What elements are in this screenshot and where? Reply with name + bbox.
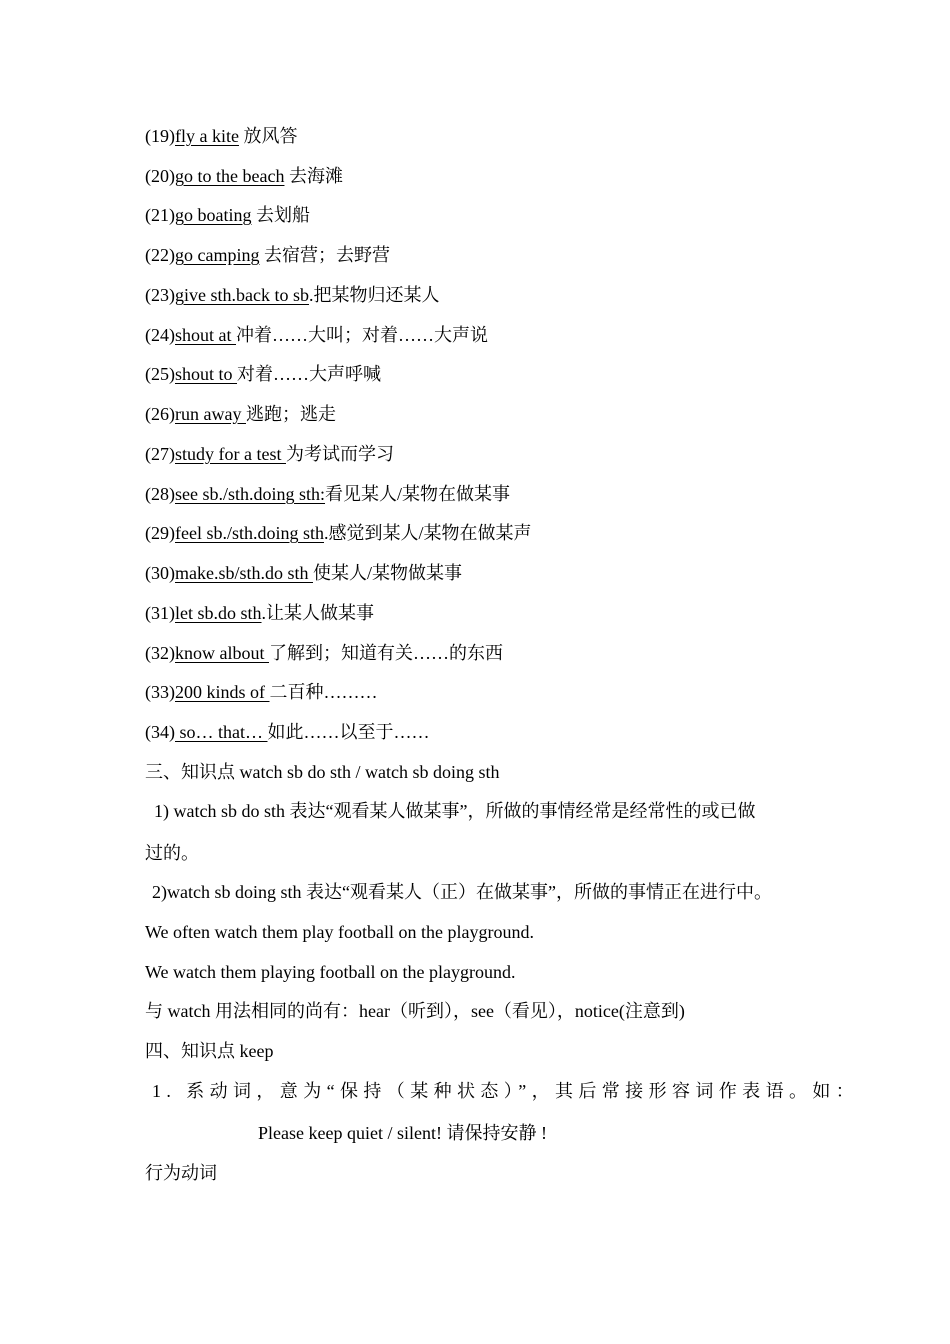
phrase-english: know albout	[175, 643, 269, 663]
phrase-item	[145, 562, 462, 584]
usage-point: 1. 系动词，意为“保持（某种状态）”，其后常接形容词作表语。如：	[152, 1081, 860, 1101]
example-sentence: We watch them playing football on the playground.	[145, 962, 516, 982]
phrase-item	[145, 602, 374, 624]
phrase-english: study for a test	[175, 444, 286, 464]
phrase-chinese: 二百种………	[269, 682, 378, 702]
phrase-chinese: 去宿营；去野营	[259, 245, 390, 265]
phrase-number: (32)	[145, 643, 175, 663]
phrase-item	[145, 284, 439, 306]
phrase-item	[145, 483, 510, 505]
phrase-english: shout to	[175, 364, 238, 384]
phrase-english: let sb.do sth	[175, 603, 262, 623]
phrase-english: 200 kinds of	[175, 682, 270, 702]
phrase-number: (23)	[145, 285, 175, 305]
usage-point-continued: 过的。	[145, 843, 199, 863]
usage-point: 1) watch sb do sth 表达“观看某人做某事”，所做的事情经常是经常性的或已做	[154, 801, 756, 821]
phrase-number: (24)	[145, 325, 175, 345]
phrase-number: (29)	[145, 523, 175, 543]
phrase-item	[145, 125, 297, 147]
phrase-english: go to the beach	[175, 166, 285, 186]
phrase-chinese: .把某物归还某人	[308, 285, 440, 305]
phrase-chinese: 去划船	[251, 205, 310, 225]
phrase-english: make.sb/sth.do sth	[175, 563, 313, 583]
section-heading: 三、知识点 watch sb do sth / watch sb doing sth	[145, 762, 500, 782]
phrase-number: (28)	[145, 484, 175, 504]
phrase-number: (21)	[145, 205, 175, 225]
phrase-chinese: .感觉到某人/某物在做某声	[324, 523, 532, 543]
subheading: 行为动词	[145, 1163, 217, 1183]
usage-note: 与 watch 用法相同的尚有：hear（听到），see（看见），notice(注意到)	[145, 1001, 685, 1021]
phrase-item	[145, 324, 488, 346]
phrase-number: (26)	[145, 404, 175, 424]
phrase-english: give sth.back to sb	[175, 285, 309, 305]
phrase-number: (34)	[145, 722, 175, 742]
phrase-number: (33)	[145, 682, 175, 702]
phrase-english: go camping	[175, 245, 260, 265]
phrase-number: (31)	[145, 603, 175, 623]
phrase-item	[145, 681, 378, 703]
phrase-english: see sb./sth.doing sth:	[175, 484, 326, 504]
phrase-number: (20)	[145, 166, 175, 186]
phrase-chinese: 放风答	[238, 126, 298, 146]
example-sentence: Please keep quiet / silent! 请保持安静 !	[258, 1123, 547, 1143]
usage-point: 2)watch sb doing sth 表达“观看某人（正）在做某事”，所做的事情正在进行中。	[152, 882, 772, 902]
phrase-chinese: 使某人/某物做某事	[313, 563, 463, 583]
phrase-english: so… that…	[175, 722, 268, 742]
phrase-item	[145, 403, 336, 425]
phrase-item	[145, 721, 430, 743]
phrase-item	[145, 204, 310, 226]
phrase-chinese: 去海滩	[284, 166, 343, 186]
phrase-item	[145, 244, 390, 266]
phrase-chinese: 如此……以至于……	[267, 722, 430, 742]
phrase-item	[145, 443, 394, 465]
phrase-english: shout at	[175, 325, 236, 345]
phrase-chinese: 冲着……大叫；对着……大声说	[236, 325, 488, 345]
phrase-number: (22)	[145, 245, 175, 265]
phrase-chinese: 看见某人/某物在做某事	[325, 484, 511, 504]
phrase-chinese: 对着……大声呼喊	[237, 364, 382, 384]
example-sentence: We often watch them play football on the playground.	[145, 922, 534, 942]
phrase-item	[145, 642, 503, 664]
phrase-item	[145, 165, 343, 187]
phrase-english: run away	[175, 404, 246, 424]
phrase-item	[145, 363, 381, 385]
phrase-number: (19)	[145, 126, 175, 146]
phrase-item	[145, 522, 532, 544]
phrase-english: go boating	[175, 205, 252, 225]
phrase-chinese: 了解到；知道有关……的东西	[269, 643, 503, 663]
phrase-chinese: 逃跑；逃走	[245, 404, 336, 424]
phrase-english: fly a kite	[175, 126, 239, 146]
phrase-english: feel sb./sth.doing sth	[175, 523, 324, 543]
phrase-number: (25)	[145, 364, 175, 384]
phrase-chinese: 为考试而学习	[285, 444, 394, 464]
phrase-number: (27)	[145, 444, 175, 464]
section-heading: 四、知识点 keep	[145, 1041, 274, 1061]
phrase-chinese: .让某人做某事	[261, 603, 375, 623]
phrase-number: (30)	[145, 563, 175, 583]
